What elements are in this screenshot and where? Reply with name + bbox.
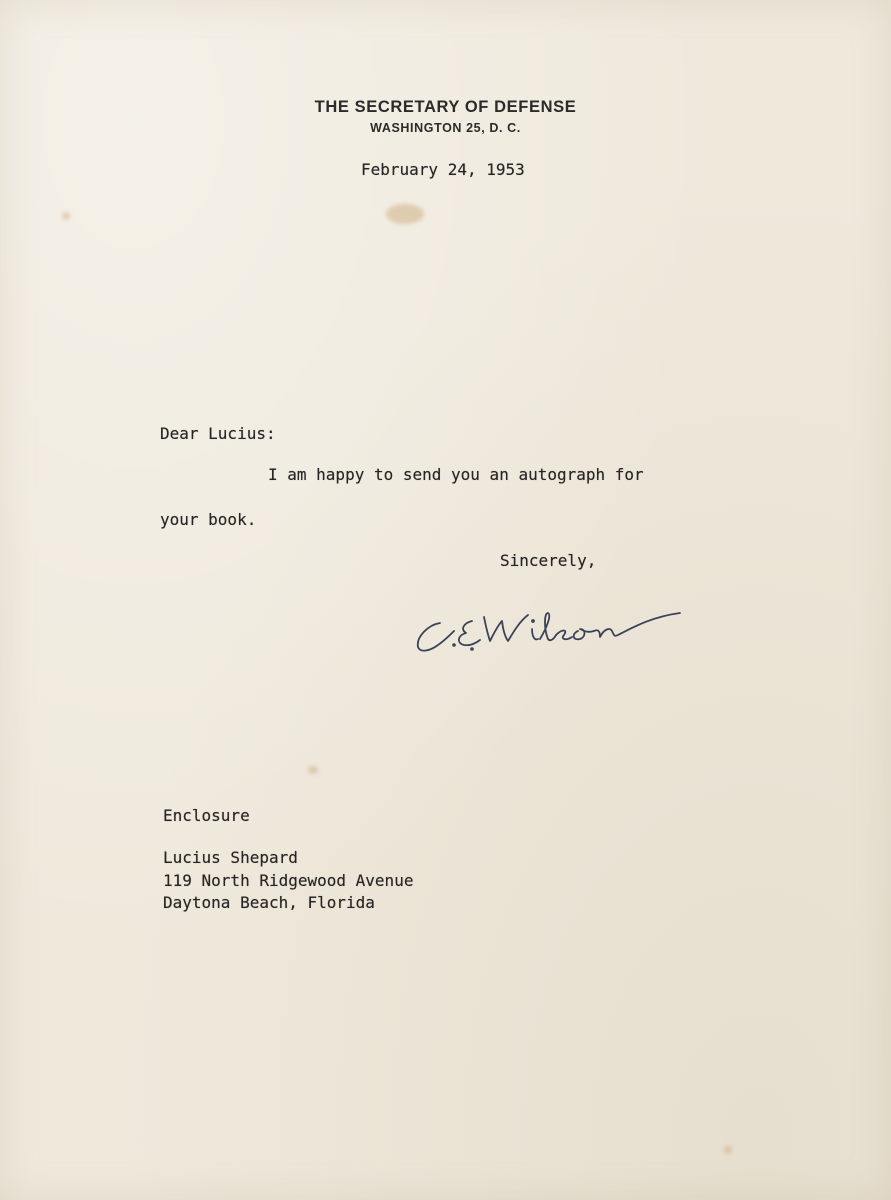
paper-stain <box>308 766 318 774</box>
body-line-1: I am happy to send you an autograph for <box>268 465 644 484</box>
paper-stain <box>62 212 70 220</box>
letterhead-title: THE SECRETARY OF DEFENSE <box>314 98 577 116</box>
letterhead-location: WASHINGTON 25, D. C. <box>370 121 521 135</box>
salutation: Dear Lucius: <box>160 424 276 443</box>
closing: Sincerely, <box>500 551 597 570</box>
body-line-2: your book. <box>160 510 257 529</box>
enclosure-note: Enclosure <box>163 806 250 825</box>
paper-stain <box>386 204 424 224</box>
address-street: 119 North Ridgewood Avenue <box>163 871 414 890</box>
handwritten-signature <box>410 595 700 665</box>
paper-stain <box>724 1146 732 1154</box>
address-name: Lucius Shepard <box>163 848 298 867</box>
address-city: Daytona Beach, Florida <box>163 893 375 912</box>
letter-date: February 24, 1953 <box>361 160 525 179</box>
